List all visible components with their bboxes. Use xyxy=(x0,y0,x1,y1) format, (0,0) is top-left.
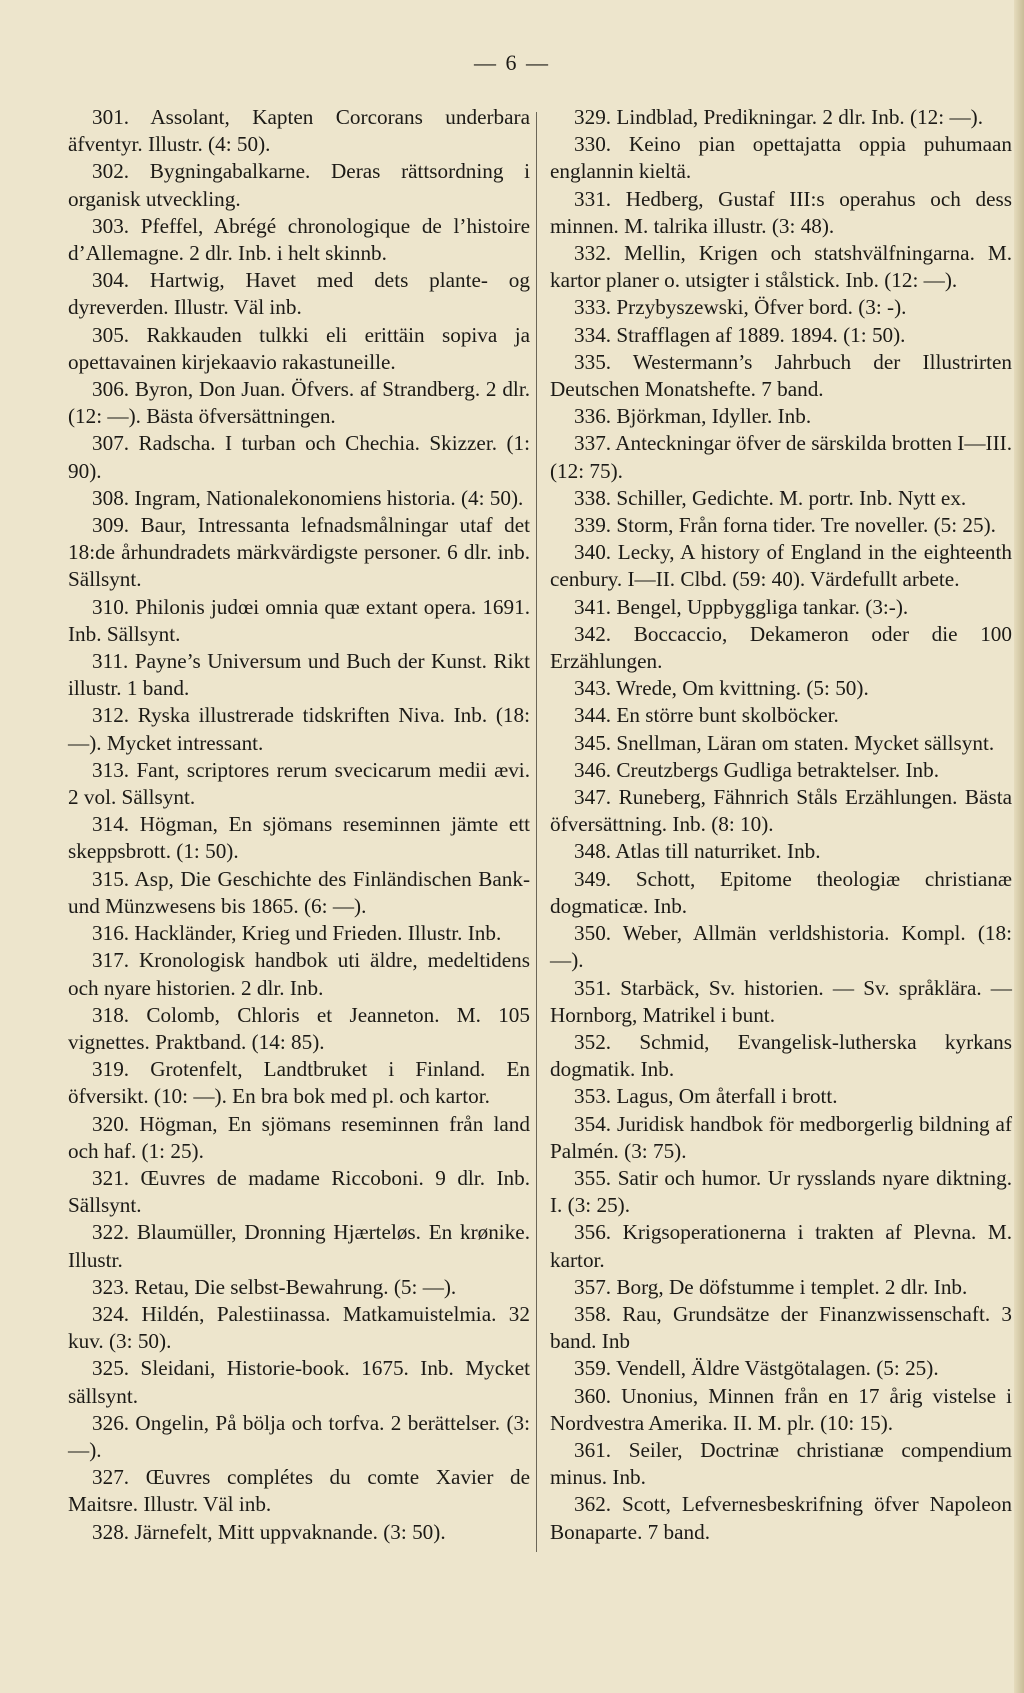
catalog-entry: 303. Pfeffel, Abrégé chronologique de l’histoire d’Allemagne. 2 dlr. Inb. i helt skinnb. xyxy=(68,213,530,266)
catalog-entry: 357. Borg, De döfstumme i templet. 2 dlr. Inb. xyxy=(574,1274,968,1299)
catalog-entry: 341. Bengel, Uppbyggliga tankar. (3:-). xyxy=(574,594,909,619)
catalog-entry: 302. Bygningabalkarne. Deras rättsordning i organisk utveckling. xyxy=(68,159,530,211)
catalog-entry: 333. Przybyszewski, Öfver bord. (3: -). xyxy=(574,295,907,320)
catalog-entry: 345. Snellman, Läran om staten. Mycket sällsynt. xyxy=(574,730,995,755)
catalog-entry: 301. Assolant, Kapten Corcorans underbara äfventyr. Illustr. (4: 50). xyxy=(68,105,530,157)
catalog-entry: 316. Hackländer, Krieg und Frieden. Illustr. Inb. xyxy=(92,921,502,946)
catalog-entry: 350. Weber, Allmän verldshistoria. Kompl. (18: —). xyxy=(550,921,1012,973)
catalog-entry: 355. Satir och humor. Ur rysslands nyare diktning. I. (3: 25). xyxy=(550,1165,1012,1218)
catalog-entry: 310. Philonis judœi omnia quæ extant opera. 1691. Inb. Sällsynt. xyxy=(68,594,530,646)
catalog-entry: 356. Krigsoperationerna i trakten af Plevna. M. kartor. xyxy=(550,1220,1012,1272)
catalog-entry: 311. Payne’s Universum und Buch der Kunst. Rikt illustr. 1 band. xyxy=(68,649,530,701)
page-number: — 6 — xyxy=(474,50,550,75)
catalog-entry: 314. Högman, En sjömans reseminnen jämte ett skeppsbrott. (1: 50). xyxy=(68,812,530,864)
catalog-entry: 313. Fant, scriptores rerum svecicarum medii ævi. 2 vol. Sällsynt. xyxy=(68,757,530,810)
catalog-entry: 337. Anteckningar öfver de särskilda brotten I—III. (12: 75). xyxy=(550,431,1012,483)
catalog-entry: 309. Baur, Intressanta lefnadsmålningar utaf det 18:de århundradets märkvärdigste personer. 6 dlr. inb. Sällsynt. xyxy=(68,513,530,592)
catalog-entry: 344. En större bunt skolböcker. xyxy=(574,703,839,728)
catalog-entry: 354. Juridisk handbok för medborgerlig bildning af Palmén. (3: 75). xyxy=(550,1111,1012,1163)
catalog-entry: 305. Rakkauden tulkki eli erittäin sopiva ja opettavainen kirjekaavio rakastuneille. xyxy=(68,322,530,374)
catalog-entry: 347. Runeberg, Fähnrich Ståls Erzählungen. Bästa öfversättning. Inb. (8: 10). xyxy=(550,785,1012,837)
catalog-entry: 339. Storm, Från forna tider. Tre noveller. (5: 25). xyxy=(574,513,996,538)
catalog-entry: 362. Scott, Lefvernesbeskrifning öfver Napoleon Bonaparte. 7 band. xyxy=(550,1492,1012,1544)
catalog-entry: 349. Schott, Epitome theologiæ christianæ dogmaticæ. Inb. xyxy=(550,866,1012,918)
catalog-entry: 324. Hildén, Palestiinassa. Matkamuistelmia. 32 kuv. (3: 50). xyxy=(68,1301,530,1354)
catalog-entry: 308. Ingram, Nationalekonomiens historia. (4: 50). xyxy=(92,485,524,510)
catalog-entry: 304. Hartwig, Havet med dets plante- og dyreverden. Illustr. Väl inb. xyxy=(68,268,530,320)
catalog-entry: 351. Starbäck, Sv. historien. — Sv. språklära. — Hornborg, Matrikel i bunt. xyxy=(550,975,1012,1027)
catalog-entry: 328. Järnefelt, Mitt uppvaknande. (3: 50). xyxy=(92,1519,446,1544)
catalog-entry: 307. Radscha. I turban och Chechia. Skizzer. (1: 90). xyxy=(68,431,530,483)
catalog-entry: 358. Rau, Grundsätze der Finanzwissenschaft. 3 band. Inb xyxy=(550,1301,1012,1354)
catalog-entry: 360. Unonius, Minnen från en 17 årig vistelse i Nordvestra Amerika. II. M. plr. (10: 15). xyxy=(550,1383,1012,1435)
catalog-entry: 340. Lecky, A history of England in the eighteenth cenbury. I—II. Clbd. (59: 40). Värdefullt arbete. xyxy=(550,540,1012,592)
catalog-entry: 343. Wrede, Om kvittning. (5: 50). xyxy=(574,676,869,701)
catalog-entry: 353. Lagus, Om återfall i brott. xyxy=(574,1084,838,1109)
catalog-entry: 320. Högman, En sjömans reseminnen från land och haf. (1: 25). xyxy=(68,1111,530,1163)
catalog-entry: 348. Atlas till naturriket. Inb. xyxy=(574,839,821,864)
catalog-entry: 329. Lindblad, Predikningar. 2 dlr. Inb. (12: —). xyxy=(574,105,983,129)
catalog-entry: 352. Schmid, Evangelisk-lutherska kyrkans dogmatik. Inb. xyxy=(550,1029,1012,1082)
catalog-entry: 335. Westermann’s Jahrbuch der Illustrirten Deutschen Monatshefte. 7 band. xyxy=(550,349,1012,402)
catalog-entry: 318. Colomb, Chloris et Jeanneton. M. 105 vignettes. Praktband. (14: 85). xyxy=(68,1002,530,1054)
catalog-entry: 338. Schiller, Gedichte. M. portr. Inb. Nytt ex. xyxy=(574,485,967,510)
catalog-entry: 315. Asp, Die Geschichte des Finländischen Bank- und Münzwesens bis 1865. (6: —). xyxy=(68,866,530,918)
catalog-entry: 330. Keino pian opettajatta oppia puhumaan englannin kieltä. xyxy=(550,132,1012,184)
catalog-entry: 321. Œuvres de madame Riccoboni. 9 dlr. Inb. Sällsynt. xyxy=(68,1165,530,1218)
catalog-entry: 331. Hedberg, Gustaf III:s operahus och dess minnen. M. talrika illustr. (3: 48). xyxy=(550,186,1012,238)
catalog-entry: 322. Blaumüller, Dronning Hjærteløs. En krønike. Illustr. xyxy=(68,1220,530,1272)
catalog-entry: 342. Boccaccio, Dekameron oder die 100 Erzählungen. xyxy=(550,621,1012,674)
page-edge-shadow xyxy=(1014,0,1024,1693)
catalog-entry: 323. Retau, Die selbst-Bewahrung. (5: —). xyxy=(92,1274,457,1299)
catalog-column-right xyxy=(550,104,1012,1546)
catalog-entry: 327. Œuvres complétes du comte Xavier de Maitsre. Illustr. Väl inb. xyxy=(68,1465,530,1517)
catalog-entry: 361. Seiler, Doctrinæ christianæ compendium minus. Inb. xyxy=(550,1437,1012,1490)
catalog-entry: 346. Creutzbergs Gudliga betraktelser. Inb. xyxy=(574,757,939,782)
catalog-entry: 317. Kronologisk handbok uti äldre, medeltidens och nyare historien. 2 dlr. Inb. xyxy=(68,948,530,1000)
catalog-entry: 319. Grotenfelt, Landtbruket i Finland. En öfversikt. (10: —). En bra bok med pl. och kartor. xyxy=(68,1057,530,1109)
catalog-column-left xyxy=(68,104,530,1546)
catalog-entry: 359. Vendell, Äldre Västgötalagen. (5: 25). xyxy=(574,1356,939,1381)
catalog-entry: 332. Mellin, Krigen och statshvälfningarna. M. kartor planer o. utsigter i stålstick. Inb. (12: —). xyxy=(550,241,1012,293)
column-divider xyxy=(536,112,537,1552)
catalog-entry: 336. Björkman, Idyller. Inb. xyxy=(574,404,812,429)
catalog-entry: 312. Ryska illustrerade tidskriften Niva. Inb. (18: —). Mycket intressant. xyxy=(68,703,530,755)
catalog-entry: 334. Strafflagen af 1889. 1894. (1: 50). xyxy=(574,322,906,347)
catalog-entry: 306. Byron, Don Juan. Öfvers. af Strandberg. 2 dlr. (12: —). Bästa öfversättningen. xyxy=(68,377,530,429)
catalog-entry: 325. Sleidani, Historie-book. 1675. Inb. Mycket sällsynt. xyxy=(68,1356,530,1408)
catalog-entry: 326. Ongelin, På bölja och torfva. 2 berättelser. (3: —). xyxy=(68,1410,530,1462)
